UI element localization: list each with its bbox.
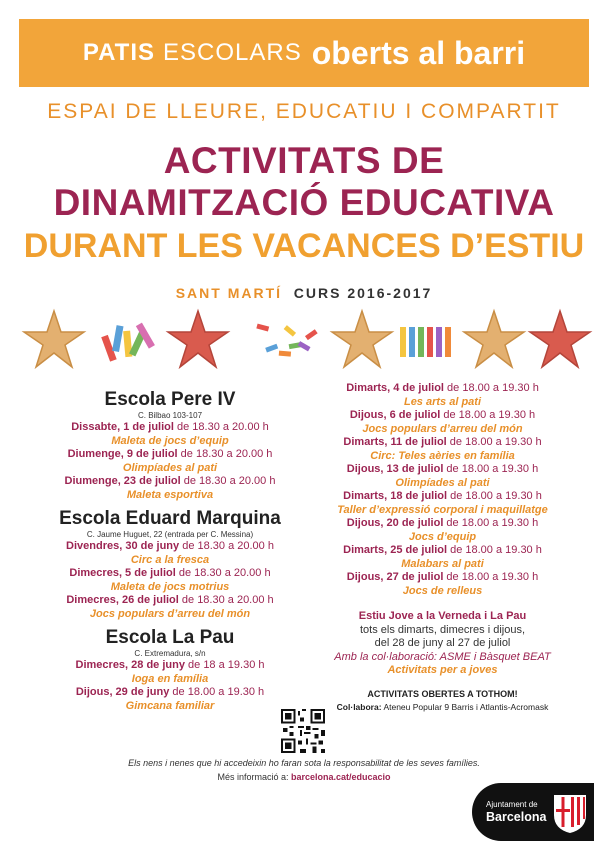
- event-activity: Olimpíades al pati: [395, 476, 490, 489]
- event-activity: Maleta de jocs motrius: [110, 580, 230, 593]
- event-line: Dimecres, 26 de juliol de 18.30 a 20.00 h: [66, 594, 274, 606]
- event-line: Divendres, 30 de juny de 18.30 a 20.00 h: [66, 540, 274, 552]
- starfish-icon-3: [464, 311, 524, 367]
- course: CURS 2016-2017: [293, 285, 433, 301]
- jove-title: Estiu Jove a la Verneda i La Pau: [358, 610, 527, 622]
- qr-code-icon[interactable]: [281, 709, 325, 753]
- event-line: Dimecres, 28 de juny de 18 a 19.30 h: [75, 659, 265, 671]
- banner-patis: PATIS: [82, 39, 155, 66]
- starfish-red-icon: [168, 311, 228, 367]
- event-activity: Olimpíades al pati: [122, 461, 218, 474]
- event-activity: Malabars al pati: [401, 557, 484, 570]
- event-activity: Taller d’expressió corporal i maquillatge: [337, 503, 548, 516]
- pegs-pile-icon: [256, 324, 317, 357]
- course-line: [0, 285, 608, 301]
- event-line: Dijous, 13 de juliol de 18.00 a 19.30 h: [346, 463, 539, 475]
- barcelona-logo: [472, 783, 594, 841]
- banner-escolars: ESCOLARS: [163, 39, 302, 66]
- header-banner: [19, 19, 589, 87]
- more-info-link[interactable]: barcelona.cat/educacio: [290, 772, 391, 782]
- event-line: Dimarts, 18 de juliol de 18.00 a 19.30 h: [343, 490, 542, 502]
- event-line: Diumenge, 9 de juliol de 18.30 a 20.00 h: [67, 448, 273, 460]
- event-line: Dijous, 20 de juliol de 18.00 a 19.30 h: [346, 517, 539, 529]
- event-line: Dimecres, 5 de juliol de 18.30 a 20.00 h: [69, 567, 271, 579]
- clothespins-icon: [400, 327, 451, 357]
- event-line: Dimarts, 4 de juliol de 18.00 a 19.30 h: [346, 382, 539, 394]
- event-line: Diumenge, 23 de juliol de 18.30 a 20.00 h: [64, 475, 276, 487]
- subtitle: ESPAI DE LLEURE, EDUCATIU I COMPARTIT: [47, 100, 561, 123]
- pegs-icon: [101, 323, 155, 362]
- more-info: Més informació a: barcelona.cat/educacio: [217, 772, 391, 782]
- logo-line-1: Ajuntament de: [486, 800, 538, 809]
- logo-line-2: Barcelona: [486, 810, 547, 824]
- jove-activity: Activitats per a joves: [387, 664, 498, 676]
- starfish-icon: [24, 311, 84, 367]
- jove-dates: del 28 de juny al 27 de juliol: [374, 637, 511, 649]
- school-name: Escola Pere IV: [104, 389, 236, 410]
- event-activity: Jocs d’equip: [408, 530, 477, 543]
- event-activity: Jocs de relleus: [402, 584, 483, 597]
- event-activity: Gimcana familiar: [125, 699, 215, 712]
- colabora-line: Col·labora: Ateneu Popular 9 Barris i Atlantis-Acromask: [336, 702, 549, 712]
- school-address: C. Jaume Huguet, 22 (entrada per C. Messina): [86, 530, 254, 539]
- event-activity: Maleta esportiva: [126, 488, 214, 501]
- starfish-icon-2: [332, 311, 392, 367]
- event-activity: Maleta de jocs d’equip: [111, 434, 229, 447]
- jove-days: tots els dimarts, dimecres i dijous,: [359, 623, 526, 636]
- events-column: [315, 382, 570, 715]
- school-address: C. Extremadura, s/n: [134, 649, 206, 658]
- event-activity: Jocs populars d’arreu del món: [89, 607, 251, 620]
- school-name: Escola Eduard Marquina: [59, 508, 281, 529]
- disclaimer: Els nens i nenes que hi accedeixin ho faran sota la responsabilitat de les seves famílies.: [128, 758, 480, 768]
- event-line: Dijous, 29 de juny de 18.00 a 19.30 h: [75, 686, 265, 698]
- event-activity: Circ: Teles aèries en família: [370, 449, 515, 462]
- event-line: Dijous, 27 de juliol de 18.00 a 19.30 h: [346, 571, 539, 583]
- school-address: C. Bilbao 103-107: [137, 411, 203, 420]
- title-line-3: DURANT LES VACANCES D’ESTIU: [23, 227, 585, 265]
- event-activity: Jocs populars d’arreu del món: [362, 422, 523, 435]
- title-line-1: ACTIVITATS DE: [163, 140, 445, 181]
- event-line: Dijous, 6 de juliol de 18.00 a 19.30 h: [349, 409, 536, 421]
- title-line-2: DINAMITZACIÓ EDUCATIVA: [53, 182, 555, 223]
- event-activity: Circ a la fresca: [130, 553, 210, 566]
- event-line: Dissabte, 1 de juliol de 18.30 a 20.00 h: [71, 421, 269, 433]
- district: SANT MARTÍ: [175, 285, 283, 301]
- decoration-strip: [16, 305, 594, 375]
- event-line: Dimarts, 11 de juliol de 18.00 a 19.30 h: [343, 436, 542, 448]
- event-activity: Ioga en família: [131, 672, 209, 685]
- starfish-red-icon-2: [530, 311, 590, 367]
- event-activity: Les arts al pati: [403, 395, 482, 408]
- schools-column: [40, 385, 300, 713]
- coat-of-arms-icon: [552, 789, 588, 835]
- event-line: Dimarts, 25 de juliol de 18.00 a 19.30 h: [343, 544, 542, 556]
- jove-colab: Amb la col·laboració: ASME i Bàsquet BEAT: [334, 650, 551, 663]
- open-all: ACTIVITATS OBERTES A TOTHOM!: [367, 688, 518, 699]
- school-name: Escola La Pau: [105, 627, 235, 648]
- banner-oberts: oberts al barri: [311, 34, 526, 71]
